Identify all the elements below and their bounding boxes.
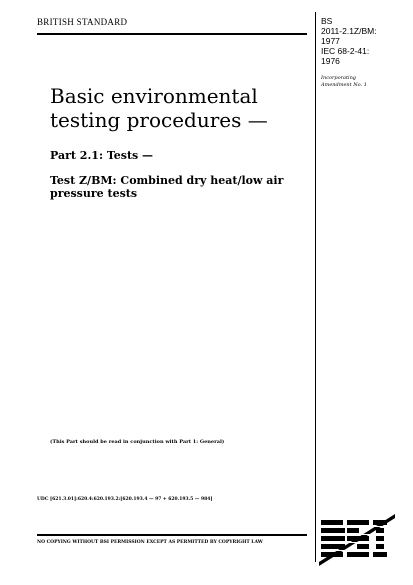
reading-note: (This Part should be read in conjunction with Part 1: General) [50, 439, 225, 445]
copyright-notice: NO COPYING WITHOUT BSI PERMISSION EXCEPT AS PERMITTED BY COPYRIGHT LAW [37, 540, 263, 545]
document-title [50, 84, 300, 132]
ref-line-5: 1976 [321, 56, 340, 66]
udc-classification: UDC [621.3.01]:620.4:620.193.2:[620.193.4 — 97 + 620.193.5 — 984] [37, 497, 213, 502]
amendment-line-2: Amendment No. 1 [321, 82, 367, 88]
subtitle-line-1: Test Z/BM: Combined dry heat/low air [50, 174, 284, 187]
title-line-1: Basic environmental [50, 84, 258, 108]
test-subtitle [50, 174, 300, 200]
ref-line-2: 2011-2.1Z/BM: [321, 26, 377, 36]
subtitle-line-2: pressure tests [50, 187, 138, 200]
series-label: BRITISH STANDARD [37, 17, 128, 27]
ref-line-1: BS [321, 16, 333, 26]
ref-line-3: 1977 [321, 36, 340, 46]
footer-rule [37, 534, 307, 536]
header-rule [37, 33, 307, 35]
amendment-line-1: Incorporating [321, 75, 357, 81]
standard-reference [321, 16, 411, 66]
part-heading: Part 2.1: Tests — [50, 149, 154, 162]
column-divider [315, 12, 316, 562]
amendment-note [321, 75, 411, 89]
ref-line-4: IEC 68-2-41: [321, 46, 370, 56]
bsi-logo [319, 514, 395, 566]
title-line-2: testing procedures — [50, 108, 268, 132]
